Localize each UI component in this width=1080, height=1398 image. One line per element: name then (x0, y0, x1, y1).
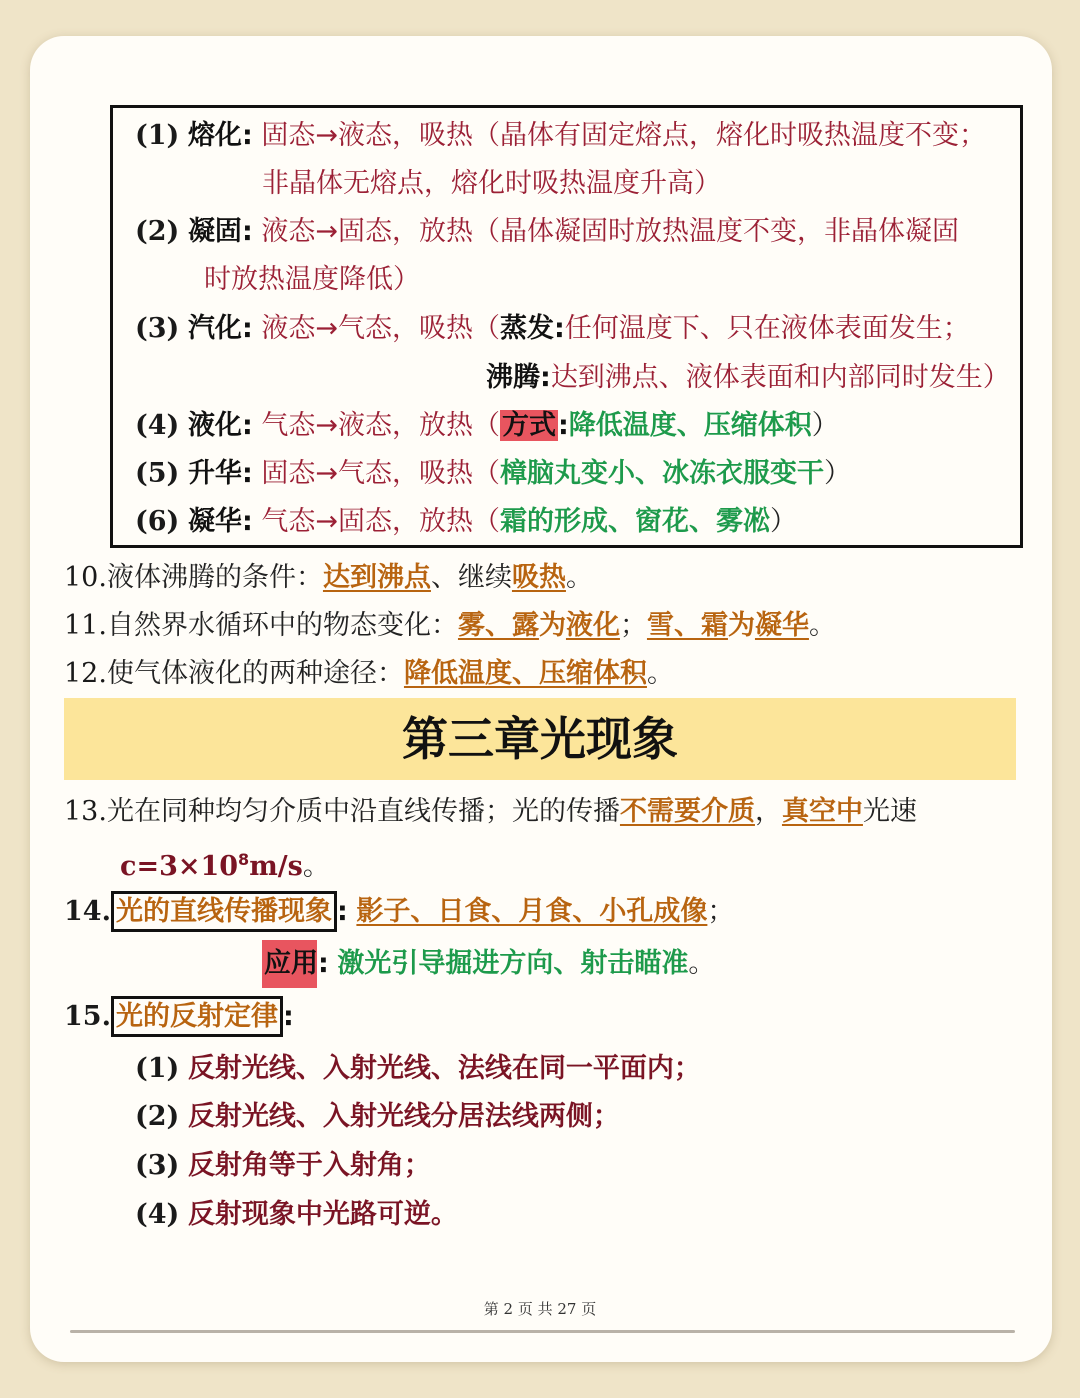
box-line-2b (204, 260, 420, 300)
answer-text: 雾、露 (457, 610, 539, 641)
item-number: (3) (135, 1150, 180, 1181)
item-number: (4) (135, 1199, 180, 1230)
green-text: 霜的形成、窗花、雾凇 (499, 506, 770, 537)
formula-unit: m/s (249, 851, 303, 882)
chapter-title: 第三章光现象 (402, 712, 678, 766)
reflection-law-1 (135, 1049, 701, 1089)
box-line-2 (135, 212, 959, 252)
item-number: 12. (64, 658, 107, 689)
item-text: 液体沸腾的条件： (106, 562, 323, 593)
reflection-law-2 (135, 1097, 620, 1137)
answer-text: 真空中 (781, 796, 863, 827)
period: 。 (302, 851, 330, 882)
item-number: (1) (135, 120, 180, 151)
box-line-1 (135, 116, 986, 156)
description: 达到沸点、液体表面和内部同时发生） (550, 362, 1010, 393)
page-number-footer: 第 2 页 共 27 页 (483, 1300, 597, 1318)
item-12 (64, 654, 674, 694)
description: 液态→气态，吸热（ (261, 313, 500, 344)
item-number: (2) (135, 216, 180, 247)
answer-text: 影子、日食、月食、小孔成像 (356, 896, 708, 927)
description: 时放热温度降低） (204, 264, 420, 295)
item-14 (64, 892, 734, 932)
description: 气态→固态，放热（ (261, 506, 500, 537)
item-number: (3) (135, 313, 180, 344)
keyword: 液化 (187, 410, 242, 441)
answer-text: 雪、霜 (646, 610, 728, 641)
formula-exponent: 8 (238, 850, 250, 869)
box-line-6 (135, 502, 797, 542)
item-number: 10. (64, 562, 107, 593)
box-line-3 (135, 309, 970, 349)
colon: : (241, 506, 253, 537)
box-line-4 (135, 406, 839, 446)
colon: : (336, 896, 348, 927)
answer-text: 达到沸点 (322, 562, 431, 593)
reflection-law-3 (135, 1146, 431, 1186)
item-text: 光速 (862, 796, 917, 827)
answer-text: 降低温度、压缩体积 (403, 658, 647, 689)
answer-text: 吸热 (511, 562, 566, 593)
item-number: 13. (64, 796, 107, 827)
keyword: 凝固 (187, 216, 242, 247)
description: 非晶体无熔点，熔化时吸热温度升高） (262, 168, 721, 199)
keyword: 升华 (187, 458, 242, 489)
period: 。 (565, 562, 593, 593)
keyword: 蒸发 (499, 313, 554, 344)
green-text: 降低温度、压缩体积 (568, 410, 812, 441)
answer-text: 液化 (565, 610, 620, 641)
description: 固态→液态，吸热（晶体有固定熔点，熔化时吸热温度不变； (261, 120, 986, 151)
item-number: (6) (135, 506, 180, 537)
colon: : (282, 1001, 294, 1032)
answer-text: 凝华 (754, 610, 809, 641)
footer-divider (70, 1330, 1015, 1333)
law-text: 反射光线、入射光线、法线在同一平面内； (187, 1053, 701, 1084)
item-text: ； (619, 610, 647, 641)
item-text: ， (754, 796, 782, 827)
item-text: 使气体液化的两种途径： (106, 658, 404, 689)
framed-heading: 光的反射定律 (111, 996, 283, 1037)
answer-text: 不需要介质 (619, 796, 755, 827)
formula: c=3×10 (120, 851, 239, 882)
colon: : (241, 410, 253, 441)
speed-of-light-formula (120, 840, 330, 887)
item-text: 为 (727, 610, 755, 641)
box-line-3b (486, 358, 1010, 398)
item-number: 15. (64, 1001, 111, 1032)
colon: : (241, 313, 253, 344)
period: 。 (808, 610, 836, 641)
item-number: (2) (135, 1101, 180, 1132)
green-text: 激光引导掘进方向、射击瞄准 (337, 948, 689, 979)
chapter-title-band (64, 698, 1016, 780)
keyword: 凝华 (187, 506, 242, 537)
item-10 (64, 558, 593, 598)
item-text: 为 (538, 610, 566, 641)
item-number: (4) (135, 410, 180, 441)
keyword: 汽化 (187, 313, 242, 344)
colon: : (241, 120, 253, 151)
colon: : (540, 362, 551, 393)
semicolon: ； (707, 896, 735, 927)
item-text: 光在同种均匀介质中沿直线传播；光的传播 (106, 796, 620, 827)
box-line-5 (135, 454, 851, 494)
item-13 (64, 792, 917, 832)
item-number: 14. (64, 896, 111, 927)
close-paren: ） (823, 458, 851, 489)
description: 液态→固态，放热（晶体凝固时放热温度不变，非晶体凝固 (261, 216, 959, 247)
description: 固态→气态，吸热（ (261, 458, 500, 489)
reflection-law-4 (135, 1195, 458, 1235)
colon: : (318, 948, 329, 979)
law-text: 反射现象中光路可逆。 (187, 1199, 458, 1230)
highlight-label: 应用 (264, 948, 318, 979)
item-text: 、继续 (430, 562, 512, 593)
item-number: (1) (135, 1053, 180, 1084)
period: 。 (688, 948, 716, 979)
framed-heading: 光的直线传播现象 (111, 891, 337, 932)
green-text: 樟脑丸变小、冰冻衣服变干 (499, 458, 824, 489)
keyword: 沸腾 (486, 362, 540, 393)
description: 任何温度下、只在液体表面发生； (564, 313, 970, 344)
box-line-1b (262, 164, 721, 204)
colon: : (557, 410, 569, 441)
period: 。 (646, 658, 674, 689)
close-paren: ） (811, 410, 839, 441)
item-number: 11. (64, 610, 107, 641)
highlight-label: 方式 (501, 410, 556, 441)
colon: : (241, 216, 253, 247)
item-15 (64, 997, 294, 1037)
keyword: 熔化 (187, 120, 242, 151)
colon: : (553, 313, 565, 344)
item-text: 自然界水循环中的物态变化： (106, 610, 458, 641)
item-number: (5) (135, 458, 180, 489)
close-paren: ） (769, 506, 797, 537)
item-11 (64, 606, 836, 646)
law-text: 反射角等于入射角； (187, 1150, 431, 1181)
description: 气态→液态，放热（ (261, 410, 500, 441)
law-text: 反射光线、入射光线分居法线两侧； (187, 1101, 620, 1132)
colon: : (241, 458, 253, 489)
item-14-application (264, 944, 715, 984)
